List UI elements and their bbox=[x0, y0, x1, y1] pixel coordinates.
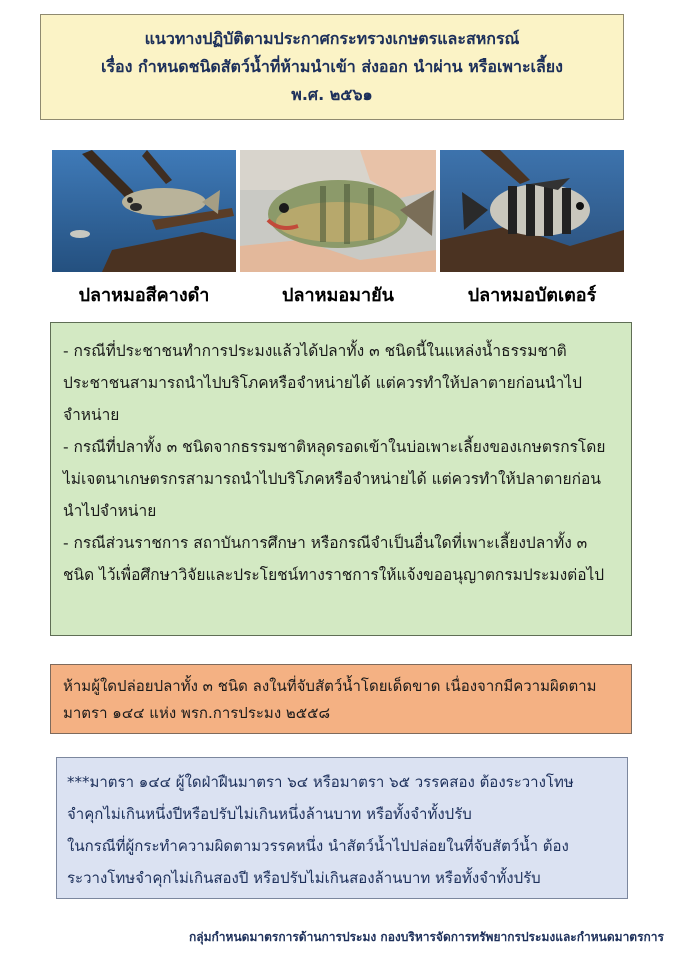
penalty-line: ระวางโทษจำคุกไม่เกินสองปี หรือปรับไม่เกินสองล้านบาท หรือทั้งจำทั้งปรับ bbox=[67, 869, 541, 887]
guidance-line: ไม่เจตนาเกษตรกรสามารถนำไปบริโภคหรือจำหน่ายได้ แต่ควรทำให้ปลาตายก่อน bbox=[63, 470, 601, 488]
warning-line: มาตรา ๑๔๔ แห่ง พรก.การประมง ๒๕๕๘ bbox=[63, 704, 331, 722]
guidance-line: จำหน่าย bbox=[63, 406, 120, 424]
warning-line: ห้ามผู้ใดปล่อยปลาทั้ง ๓ ชนิด ลงในที่จับสัตว์น้ำโดยเด็ดขาด เนื่องจากมีความผิดตาม bbox=[63, 677, 597, 695]
blackchin-tilapia-photo bbox=[52, 150, 236, 272]
fish-caption-2: ปลาหมอมายัน bbox=[282, 285, 394, 306]
mayan-cichlid-photo bbox=[240, 150, 436, 272]
penalty-line: จำคุกไม่เกินหนึ่งปีหรือปรับไม่เกินหนึ่งล้านบาท หรือทั้งจำทั้งปรับ bbox=[67, 805, 472, 823]
penalty-box bbox=[56, 757, 628, 899]
butter-cichlid-photo bbox=[440, 150, 624, 272]
fish-caption-3: ปลาหมอบัตเตอร์ bbox=[467, 285, 597, 306]
guidance-line: นำไปจำหน่าย bbox=[63, 502, 157, 520]
title-box bbox=[40, 14, 624, 120]
guidance-line: - กรณีส่วนราชการ สถาบันการศึกษา หรือกรณีจำเป็นอื่นใดที่เพาะเลี้ยงปลาทั้ง ๓ bbox=[63, 534, 588, 552]
warning-box bbox=[50, 664, 632, 734]
title-line-3: พ.ศ. ๒๕๖๑ bbox=[291, 85, 373, 104]
guidance-box bbox=[50, 322, 632, 636]
penalty-line: ***มาตรา ๑๔๔ ผู้ใดฝ่าฝืนมาตรา ๖๔ หรือมาตรา ๖๕ วรรคสอง ต้องระวางโทษ bbox=[67, 773, 574, 791]
title-line-2: เรื่อง กำหนดชนิดสัตว์น้ำที่ห้ามนำเข้า ส่งออก นำผ่าน หรือเพาะเลี้ยง bbox=[100, 57, 563, 76]
title-line-1: แนวทางปฏิบัติตามประกาศกระทรวงเกษตรและสหกรณ์ bbox=[144, 29, 520, 48]
fish-caption-1: ปลาหมอสีคางดำ bbox=[78, 285, 210, 306]
guidance-line: ชนิด ไว้เพื่อศึกษาวิจัยและประโยชน์ทางราชการให้แจ้งขออนุญาตกรมประมงต่อไป bbox=[63, 566, 605, 584]
guidance-line: - กรณีที่ปลาทั้ง ๓ ชนิดจากธรรมชาติหลุดรอดเข้าในบ่อเพาะเลี้ยงของเกษตรกรโดย bbox=[63, 438, 606, 456]
guidance-line: - กรณีที่ประชาชนทำการประมงแล้วได้ปลาทั้ง ๓ ชนิดนี้ในแหล่งน้ำธรรมชาติ bbox=[63, 342, 567, 360]
penalty-line: ในกรณีที่ผู้กระทำความผิดตามวรรคหนึ่ง นำสัตว์น้ำไปปล่อยในที่จับสัตว์น้ำ ต้อง bbox=[67, 837, 569, 855]
guidance-line: ประชาชนสามารถนำไปบริโภคหรือจำหน่ายได้ แต่ควรทำให้ปลาตายก่อนนำไป bbox=[63, 374, 582, 392]
footer-credit: กลุ่มกำหนดมาตรการด้านการประมง กองบริหารจัดการทรัพยากรประมงและกำหนดมาตรการ bbox=[189, 930, 664, 944]
